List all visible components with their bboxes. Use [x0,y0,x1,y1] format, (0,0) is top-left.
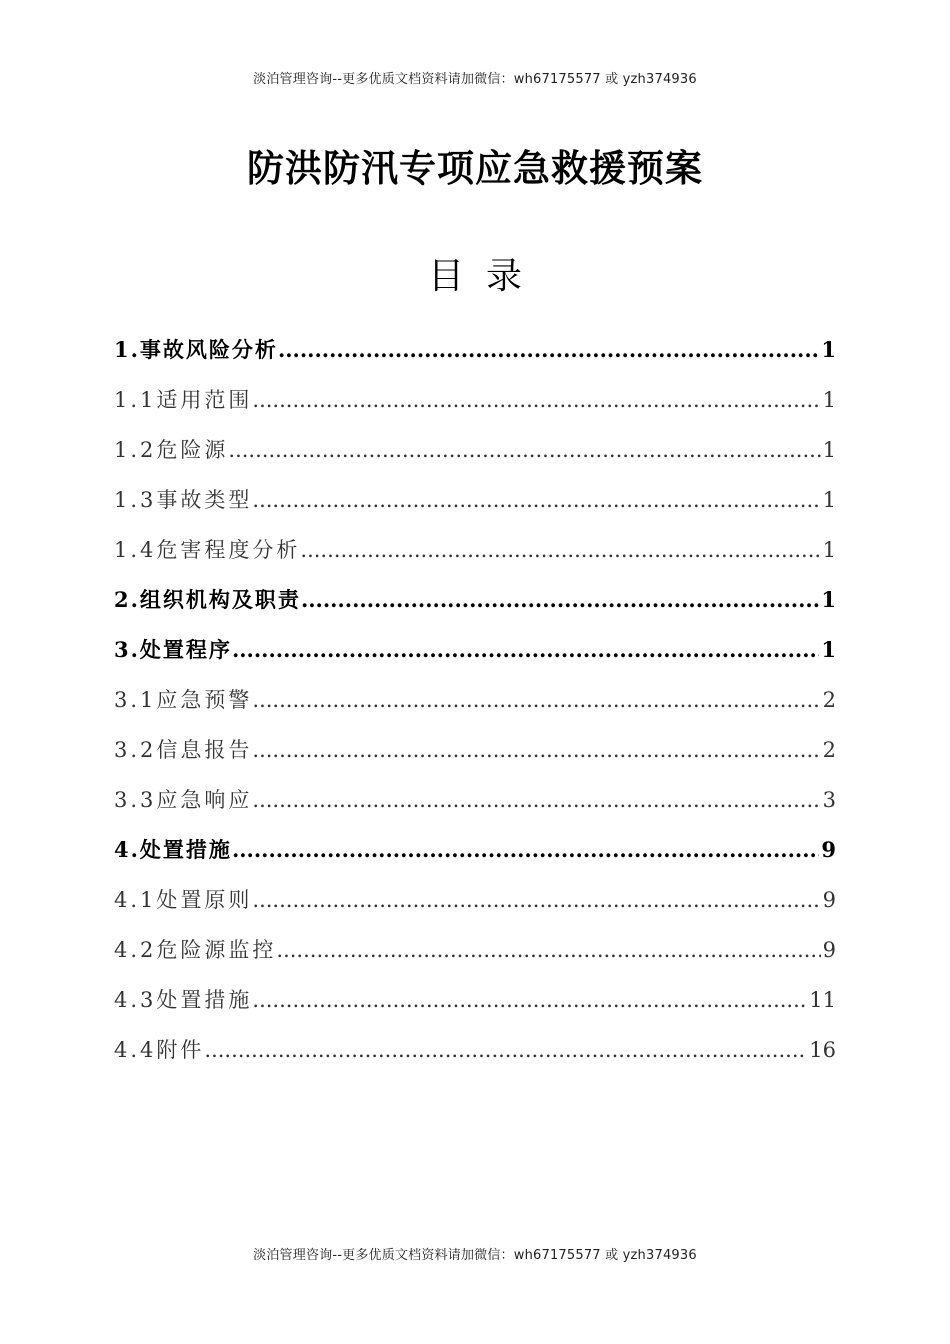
toc-entry-page: 9 [822,888,836,912]
document-title: 防洪防汛专项应急救援预案 [247,147,703,190]
footer-watermark-note: 淡泊管理咨询--更多优质文档资料请加微信：wh67175577 或 yzh374936 [253,1248,697,1263]
toc-entry-page: 1 [822,388,836,412]
toc-entry-label: 1.3事故类型 [114,488,253,512]
toc-entry-page: 11 [809,988,836,1012]
toc-dot-leader [300,530,820,570]
toc-dot-leader [252,480,820,520]
toc-entry-label: 2.组织机构及职责 [114,587,301,612]
toc-entry-label: 3.1应急预警 [114,688,253,712]
toc-entry-label: 4.2危险源监控 [114,938,277,962]
toc-entry[interactable] [114,380,836,430]
toc-entry[interactable] [114,680,836,730]
toc-entry[interactable] [114,330,836,380]
toc-dot-leader [252,730,820,770]
toc-entry-label: 3.3应急响应 [114,788,253,812]
toc-entry[interactable] [114,580,836,630]
toc-entry-label: 1.事故风险分析 [114,337,278,362]
toc-entry-page: 16 [809,1038,836,1062]
table-of-contents [114,330,836,1080]
toc-dot-leader [252,980,807,1020]
toc-dot-leader [228,430,820,470]
toc-entry-page: 9 [821,837,836,862]
toc-entry-label: 1.4危害程度分析 [114,538,301,562]
toc-entry[interactable] [114,1030,836,1080]
toc-entry[interactable] [114,430,836,480]
toc-entry[interactable] [114,930,836,980]
toc-entry[interactable] [114,480,836,530]
toc-entry[interactable] [114,780,836,830]
toc-entry-label: 4.3处置措施 [114,988,253,1012]
toc-entry-label: 1.2危险源 [114,438,229,462]
toc-entry[interactable] [114,830,836,880]
toc-heading: 目录 [427,256,544,297]
toc-entry-page: 9 [822,938,836,962]
toc-dot-leader [204,1030,807,1070]
toc-entry-page: 1 [822,488,836,512]
toc-entry-page: 2 [822,738,836,762]
toc-dot-leader [232,830,819,870]
toc-dot-leader [252,880,820,920]
toc-dot-leader [276,930,820,970]
toc-entry-label: 3.处置程序 [114,637,232,662]
toc-entry-page: 1 [822,538,836,562]
toc-entry-label: 3.2信息报告 [114,738,253,762]
toc-entry[interactable] [114,880,836,930]
toc-entry-page: 1 [821,337,836,362]
toc-entry-page: 2 [822,688,836,712]
header-watermark-note: 淡泊管理咨询--更多优质文档资料请加微信：wh67175577 或 yzh374936 [253,72,697,87]
toc-entry-page: 1 [821,637,836,662]
toc-entry[interactable] [114,730,836,780]
toc-entry-label: 4.1处置原则 [114,888,253,912]
toc-entry-label: 4.4附件 [114,1038,205,1062]
toc-dot-leader [232,630,819,670]
toc-dot-leader [301,580,819,620]
toc-entry-page: 3 [822,788,836,812]
toc-entry-page: 1 [822,438,836,462]
toc-dot-leader [252,680,820,720]
toc-dot-leader [278,330,819,370]
toc-entry[interactable] [114,530,836,580]
toc-dot-leader [252,780,820,820]
toc-entry[interactable] [114,630,836,680]
toc-entry-label: 1.1适用范围 [114,388,253,412]
toc-entry[interactable] [114,980,836,1030]
toc-entry-label: 4.处置措施 [114,837,232,862]
toc-dot-leader [252,380,820,420]
toc-entry-page: 1 [821,587,836,612]
